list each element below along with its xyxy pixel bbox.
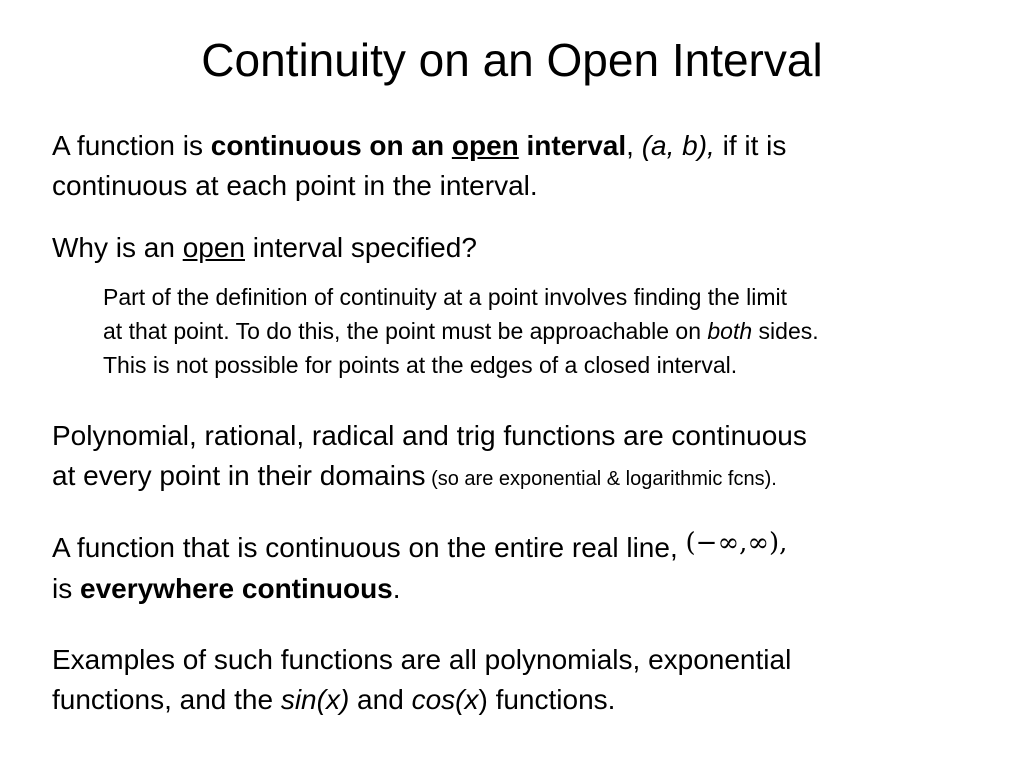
paragraph-continuous-functions: Polynomial, rational, radical and trig functions are continuous at every point in their domains (so are exponential & logarithmic fcns). bbox=[52, 420, 807, 491]
paragraph-examples: Examples of such functions are all polynomials, exponential functions, and the sin(x) and cos(x) functions. bbox=[52, 644, 792, 715]
slide-title: Continuity on an Open Interval bbox=[201, 34, 823, 86]
real-line-notation: (−∞,∞), bbox=[685, 528, 788, 558]
paragraph-open-interval-definition: A function is continuous on an open interval, (a, b), if it is continuous at each point in the interval. bbox=[52, 130, 787, 201]
paragraph-why-open: Why is an open interval specified? bbox=[52, 232, 477, 263]
paragraph-everywhere-continuous: A function that is continuous on the entire real line, (−∞,∞), is everywhere continuous. bbox=[52, 528, 788, 604]
paragraph-explanation: Part of the definition of continuity at a point involves finding the limit at that point. To do this, the point must be approachable on both sides. This is not possible for points at the edges of a closed interval. bbox=[103, 284, 819, 378]
